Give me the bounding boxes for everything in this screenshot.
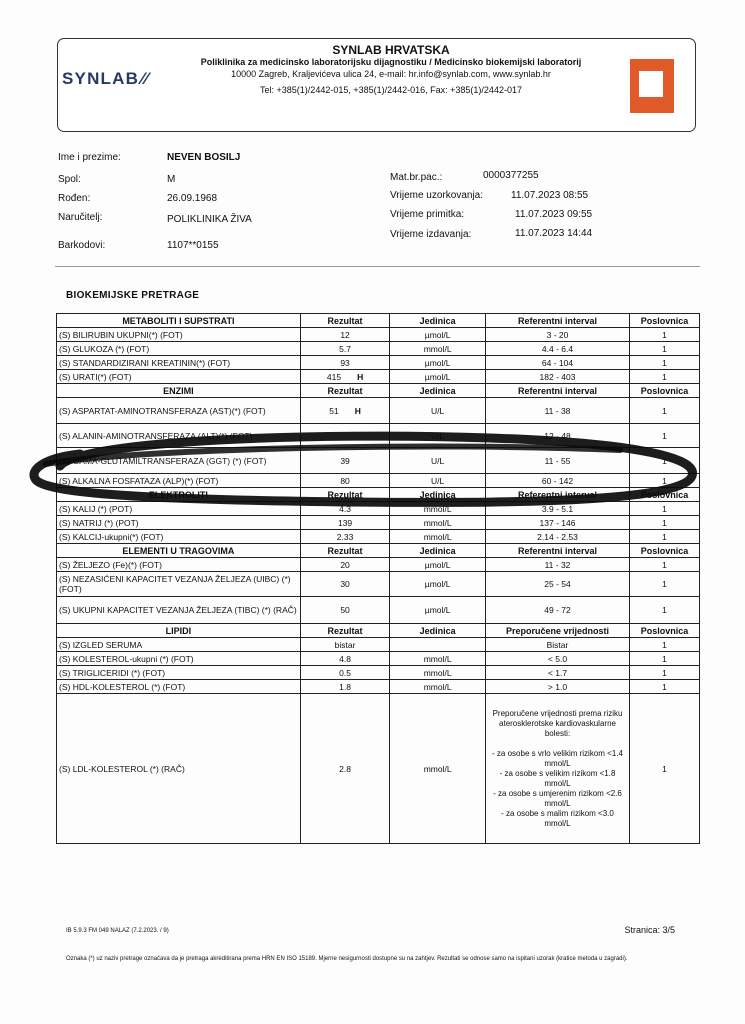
patient-name: NEVEN BOSILJ: [167, 152, 241, 163]
table-row: (S) KALIJ (*) (POT) 4.3 mmol/L 3.9 - 5.1 1: [57, 502, 700, 516]
matbr-label: Mat.br.pac.:: [390, 172, 443, 183]
divider: [55, 266, 700, 267]
lab-phones: Tel: +385(1)/2442-015, +385(1)/2442-016, Fax: +385(1)/2442-017: [260, 85, 522, 95]
table-row: (S) NATRIJ (*) (POT) 139 mmol/L 137 - 146 1: [57, 516, 700, 530]
table-row: (S) ASPARTAT-AMINOTRANSFERAZA (AST)(*) (FOT) 51 H U/L 11 - 38 1: [57, 398, 700, 424]
section-title: BIOKEMIJSKE PRETRAGE: [66, 290, 200, 301]
lab-title: SYNLAB HRVATSKA: [332, 43, 450, 57]
issued-label: Vrijeme izdavanja:: [390, 229, 472, 240]
lab-info: [176, 44, 606, 96]
high-flag: H: [354, 405, 361, 416]
group-header: METABOLITI I SUPSTRATI Rezultat Jedinica Referentni interval Poslovnica: [57, 314, 700, 328]
sex-label: Spol:: [58, 174, 81, 185]
results-table: [56, 313, 700, 844]
table-row: (S) BILIRUBIN UKUPNI(*) (FOT) 12 µmol/L 3 - 20 1: [57, 328, 700, 342]
table-row: (S) GAMA-GLUTAMILTRANSFERAZA (GGT) (*) (FOT) 39 U/L 11 - 55 1: [57, 448, 700, 474]
table-row: (S) HDL-KOLESTEROL (*) (FOT) 1.8 mmol/L > 1.0 1: [57, 680, 700, 694]
table-row: (S) ŽELJEZO (Fe)(*) (FOT) 20 µmol/L 11 - 32 1: [57, 558, 700, 572]
sampling-time: 11.07.2023 08:55: [511, 190, 589, 201]
barcode-label: Barkodovi:: [58, 240, 106, 251]
table-row: (S) TRIGLICERIDI (*) (FOT) 0.5 mmol/L < 1.7 1: [57, 666, 700, 680]
lab-header: [57, 38, 696, 132]
page-number: Stranica: 3/5: [624, 925, 675, 935]
matbr: 0000377255: [483, 170, 539, 181]
dob-label: Rođen:: [58, 193, 91, 204]
patient-dob: 26.09.1968: [167, 193, 218, 204]
received-label: Vrijeme primitka:: [390, 209, 465, 220]
barcode: 1107**0155: [167, 240, 219, 251]
table-row: (S) STANDARDIZIRANI KREATININ(*) (FOT) 93 µmol/L 64 - 104 1: [57, 356, 700, 370]
group-header: ELEMENTI U TRAGOVIMA Rezultat Jedinica Referentni interval Poslovnica: [57, 544, 700, 558]
form-code: IB 5.9.3 FM 049 NALAZ (7.2.2023. / 9): [66, 928, 169, 934]
table-row: (S) UKUPNI KAPACITET VEZANJA ŽELJEZA (TIBC) (*) (RAČ) 50 µmol/L 49 - 72 1: [57, 597, 700, 624]
issued-time: 11.07.2023 14:44: [515, 228, 593, 239]
received-time: 11.07.2023 09:55: [515, 209, 593, 220]
synlab-logo: SYNLAB ⁄⁄: [62, 69, 150, 88]
logo-swoosh-icon: ⁄⁄: [141, 69, 150, 88]
high-flag: H: [357, 371, 364, 382]
table-row: (S) GLUKOZA (*) (FOT) 5.7 mmol/L 4.4 - 6.4 1: [57, 342, 700, 356]
orderer-label: Naručitelj:: [58, 212, 103, 223]
group-header: ELEKTROLITI Rezultat Jedinica Referentni interval Poslovnica: [57, 488, 700, 502]
table-row: (S) KOLESTEROL-ukupni (*) (FOT) 4.8 mmol/L < 5.0 1: [57, 652, 700, 666]
table-row: (S) ALANIN-AMINOTRANSFERAZA (ALT)(*) (FOT) U/L 12 - 48 1: [57, 424, 700, 448]
ldl-recommendations: Preporučene vrijednosti prema riziku aterosklerotske kardiovaskularne bolesti: - za osobe s vrlo velikim rizikom <1.4 mmol/L - za osobe s velikim rizikom <1.8 mmol/L - za osobe s umjerenim rizikom <2.6 mmol/L - za osobe s malim rizikom <3.0 mmol/L: [485, 694, 629, 844]
table-row: (S) KALCIJ-ukupni(*) (FOT) 2.33 mmol/L 2.14 - 2.53 1: [57, 530, 700, 544]
name-label: Ime i prezime:: [58, 152, 121, 163]
lab-address: 10000 Zagreb, Kraljevićeva ulica 24, e-mail: hr.info@synlab.com, www.synlab.hr: [231, 69, 551, 79]
orderer: POLIKLINIKA ŽIVA: [167, 214, 252, 225]
table-row: (S) URATI(*) (FOT) 415 H µmol/L 182 - 403 1: [57, 370, 700, 384]
group-header: LIPIDI Rezultat Jedinica Preporučene vrijednosti Poslovnica: [57, 624, 700, 638]
footer-note: Oznaka (*) uz naziv pretrage označava da je pretraga akreditirana prema HRN EN ISO 15189. Mjerne nesigurnosti dostupne su na zahtjev. Rezultati se odnose samo na ispitani uzorak (kratice metoda u zagradi).: [66, 956, 628, 962]
accreditation-logo: [627, 51, 687, 121]
patient-sex: M: [167, 174, 176, 185]
sampling-label: Vrijeme uzorkovanja:: [390, 190, 484, 201]
table-row: (S) IZGLED SERUMA bistar Bistar 1: [57, 638, 700, 652]
table-row: (S) NEZASIĆENI KAPACITET VEZANJA ŽELJEZA (UIBC) (*) (FOT) 30 µmol/L 25 - 54 1: [57, 572, 700, 597]
group-header: ENZIMI Rezultat Jedinica Referentni interval Poslovnica: [57, 384, 700, 398]
lab-subtitle: Poliklinika za medicinsko laboratorijsku dijagnostiku / Medicinsko biokemijski laboratorij: [200, 57, 582, 67]
table-row: (S) LDL-KOLESTEROL (*) (RAČ) 2.8 mmol/L Preporučene vrijednosti prema riziku aterosklerotske kardiovaskularne bolesti: - za osobe s vrlo velikim rizikom <1.4 mmol/L - za osobe s velikim rizikom <1.8 mmol/L - za osobe s umjerenim rizikom <2.6 mmol/L - za osobe s malim rizikom <3.0 mmol/L 1: [57, 694, 700, 844]
table-row: (S) ALKALNA FOSFATAZA (ALP)(*) (FOT) 80 U/L 60 - 142 1: [57, 474, 700, 488]
